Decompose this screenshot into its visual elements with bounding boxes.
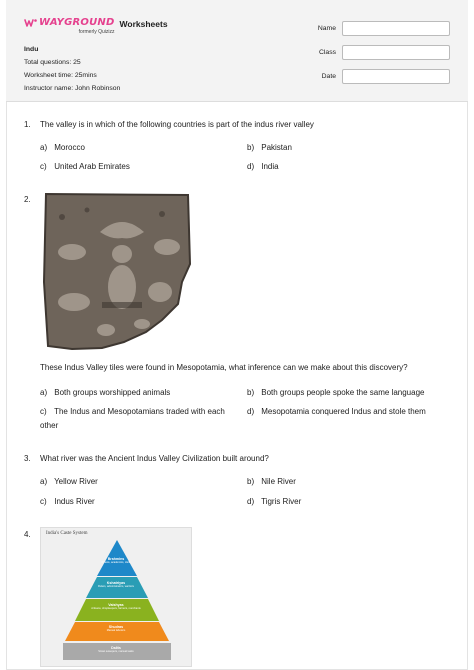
logo-subtitle: formerly Quizizz (78, 29, 115, 35)
q3-option-c[interactable]: c) Indus River (40, 497, 95, 506)
class-field-row (318, 44, 450, 60)
question-text: The valley is in which of the following countries is part of the indus river valley (40, 120, 314, 129)
question-number: 3. (24, 454, 31, 463)
date-label: Date (321, 72, 336, 80)
tier-brahmins: Brahmins Priests, academics, clerk (101, 557, 131, 564)
wayground-logo (24, 17, 115, 35)
question-text: These Indus Valley tiles were found in Mesopotamia, what inference can we make about this discovery? (40, 363, 408, 372)
question-text: What river was the Ancient Indus Valley Civilization built around? (40, 454, 269, 463)
name-field-row (318, 20, 450, 36)
question-number: 1. (24, 120, 31, 129)
tier-vaishyas: Vaishyas Artisans, shopkeepers, farmers, merchants (91, 603, 141, 610)
q3-option-b[interactable]: b) Nile River (247, 477, 296, 486)
q2-option-a[interactable]: a) Both groups worshipped animals (40, 388, 171, 397)
logo-wordmark: WAYGROUND (39, 17, 115, 28)
tier-kshatriyas: Kshatriyas Rulers, administrators, warriors (98, 581, 134, 588)
worksheet-time: Worksheet time: 25mins (24, 72, 97, 79)
tier-shudras: Shudras Manual laborers (106, 625, 126, 632)
question-number: 2. (24, 195, 31, 204)
worksheet-header (6, 0, 468, 102)
q1-option-b[interactable]: b) Pakistan (247, 143, 292, 152)
instructor-name: Instructor name: John Robinson (24, 85, 121, 92)
name-label: Name (317, 24, 336, 32)
total-questions: Total questions: 25 (24, 59, 81, 66)
product-title: Worksheets (119, 19, 168, 29)
q1-option-a[interactable]: a) Morocco (40, 143, 85, 152)
worksheet-subject: Indu (24, 46, 39, 53)
q2-option-b[interactable]: b) Both groups people spoke the same language (247, 388, 425, 397)
q1-option-c[interactable]: c) United Arab Emirates (40, 162, 130, 171)
q3-option-a[interactable]: a) Yellow River (40, 477, 98, 486)
caste-image-title: India's Caste System (46, 531, 88, 536)
logo-mark-icon (24, 18, 37, 28)
class-label: Class (319, 48, 336, 56)
class-input[interactable] (342, 45, 450, 60)
caste-system-image (40, 527, 192, 667)
q2-option-c[interactable]: c) The Indus and Mesopotamians traded with each other (40, 407, 225, 430)
question-number: 4. (24, 530, 31, 539)
tier-dalits: Dalits Street sweepers, manual tasks (98, 646, 134, 653)
q3-option-d[interactable]: d) Tigris River (247, 497, 302, 506)
student-fields (318, 20, 450, 92)
date-input[interactable] (342, 69, 450, 84)
date-field-row (318, 68, 450, 84)
indus-seal-image (42, 192, 192, 352)
brand (24, 17, 168, 35)
q1-option-d[interactable]: d) India (247, 162, 279, 171)
worksheet-meta (24, 43, 120, 95)
name-input[interactable] (342, 21, 450, 36)
q2-option-d[interactable]: d) Mesopotamia conquered Indus and stole them (247, 407, 426, 416)
